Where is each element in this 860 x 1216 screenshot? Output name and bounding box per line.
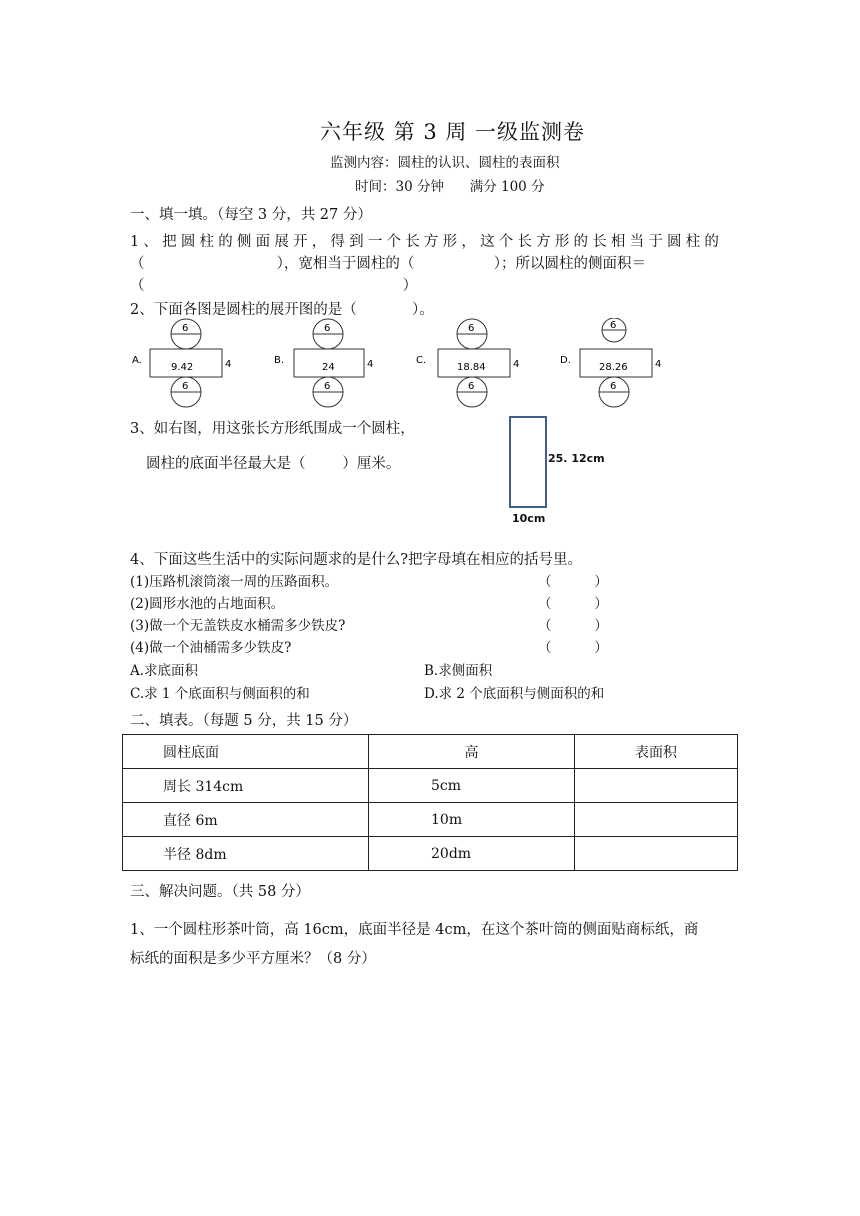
q4-item-2: (2)圆形水池的占地面积。 bbox=[130, 596, 285, 612]
option-d-top: 6 bbox=[610, 320, 617, 331]
q1-line1: 1、把圆柱的侧面展开，得到一个长方形，这个长方形的长相当于圆柱的 bbox=[130, 234, 724, 250]
option-a-letter: A. bbox=[132, 355, 142, 366]
q4-bracket-3: （ ） bbox=[538, 618, 608, 634]
table-header-row bbox=[123, 735, 738, 769]
table-cell: 直径 6m bbox=[123, 803, 369, 837]
q4-item-4: (4)做一个油桶需多少铁皮? bbox=[130, 640, 292, 656]
option-c-letter: C. bbox=[416, 355, 427, 366]
section2-heading: 二、填表。（每题 5 分，共 15 分） bbox=[130, 713, 358, 729]
option-d-letter: D. bbox=[560, 355, 571, 366]
q4-item-3: (3)做一个无盖铁皮水桶需多少铁皮? bbox=[130, 618, 346, 634]
q3-line1: 3、如右图，用这张长方形纸围成一个圆柱， bbox=[130, 421, 415, 437]
q1-line2: （ ），宽相当于圆柱的（ ）；所以圆柱的侧面积＝ bbox=[130, 256, 646, 272]
table-row bbox=[123, 837, 738, 871]
option-c-length: 18.84 bbox=[457, 362, 486, 373]
option-d-figure bbox=[560, 318, 661, 407]
option-b-top: 6 bbox=[324, 323, 331, 334]
table-row bbox=[123, 769, 738, 803]
page-title: 六年级 第 3 周 一级监测卷 bbox=[320, 120, 586, 144]
option-c-top: 6 bbox=[468, 323, 475, 334]
q4-choice-c: C.求 1 个底面积与侧面积的和 bbox=[130, 686, 310, 702]
option-b-figure bbox=[274, 319, 373, 407]
q3-width-label: 10cm bbox=[512, 512, 546, 525]
q4-bracket-2: （ ） bbox=[538, 596, 608, 612]
option-a-figure bbox=[132, 319, 231, 407]
q4-item-1: (1)压路机滚筒滚一周的压路面积。 bbox=[130, 574, 339, 590]
option-c-figure bbox=[416, 319, 519, 407]
section1-heading: 一、填一填。（每空 3 分，共 27 分） bbox=[130, 207, 372, 223]
time-line: 时间：30 分钟 满分 100 分 bbox=[355, 179, 545, 195]
option-c-height: 4 bbox=[513, 359, 520, 370]
q2-text: 2、下面各图是圆柱的展开图的是（ ）。 bbox=[130, 302, 434, 318]
q4-choice-a: A.求底面积 bbox=[130, 663, 199, 679]
option-c-bottom: 6 bbox=[468, 381, 475, 392]
q4-choice-d: D.求 2 个底面积与侧面积的和 bbox=[424, 686, 605, 702]
table-cell: 10m bbox=[369, 803, 575, 837]
answer-cell[interactable] bbox=[575, 769, 738, 803]
fill-table bbox=[122, 734, 738, 871]
q4-choice-b: B.求侧面积 bbox=[424, 663, 493, 679]
option-a-top: 6 bbox=[182, 323, 189, 334]
table-header-surface: 表面积 bbox=[575, 735, 738, 769]
table-cell: 周长 314cm bbox=[123, 769, 369, 803]
table-header-height: 高 bbox=[369, 735, 575, 769]
s3-q1-line2: 标纸的面积是多少平方厘米？（8 分） bbox=[130, 951, 376, 967]
answer-cell[interactable] bbox=[575, 837, 738, 871]
table-cell: 20dm bbox=[369, 837, 575, 871]
q3-height-label: 25. 12cm bbox=[548, 452, 605, 465]
answer-cell[interactable] bbox=[575, 803, 738, 837]
option-d-length: 28.26 bbox=[599, 362, 628, 373]
option-d-bottom: 6 bbox=[610, 381, 617, 392]
content-line: 监测内容：圆柱的认识、圆柱的表面积 bbox=[330, 155, 560, 171]
option-b-letter: B. bbox=[274, 355, 285, 366]
table-row bbox=[123, 803, 738, 837]
option-a-bottom: 6 bbox=[182, 381, 189, 392]
option-a-length: 9.42 bbox=[171, 362, 194, 373]
q4-bracket-1: （ ） bbox=[538, 574, 608, 590]
option-b-height: 4 bbox=[367, 359, 374, 370]
option-b-length: 24 bbox=[322, 362, 335, 373]
table-cell: 半径 8dm bbox=[123, 837, 369, 871]
q3-line2: 圆柱的底面半径最大是（ ）厘米。 bbox=[146, 456, 401, 472]
option-b-bottom: 6 bbox=[324, 381, 331, 392]
option-d-height: 4 bbox=[655, 359, 662, 370]
table-cell: 5cm bbox=[369, 769, 575, 803]
section3-heading: 三、解决问题。（共 58 分） bbox=[130, 884, 310, 900]
q4-intro: 4、下面这些生活中的实际问题求的是什么?把字母填在相应的括号里。 bbox=[130, 552, 582, 568]
s3-q1-line1: 1、一个圆柱形茶叶筒，高 16cm，底面半径是 4cm，在这个茶叶筒的侧面贴商标纸，商 bbox=[130, 922, 699, 938]
q3-rectangle bbox=[509, 416, 547, 508]
table-header-base: 圆柱底面 bbox=[123, 735, 369, 769]
q1-line3: （ ） bbox=[130, 278, 418, 294]
option-a-height: 4 bbox=[225, 359, 232, 370]
q4-bracket-4: （ ） bbox=[538, 640, 608, 656]
q2-figures bbox=[126, 318, 686, 410]
